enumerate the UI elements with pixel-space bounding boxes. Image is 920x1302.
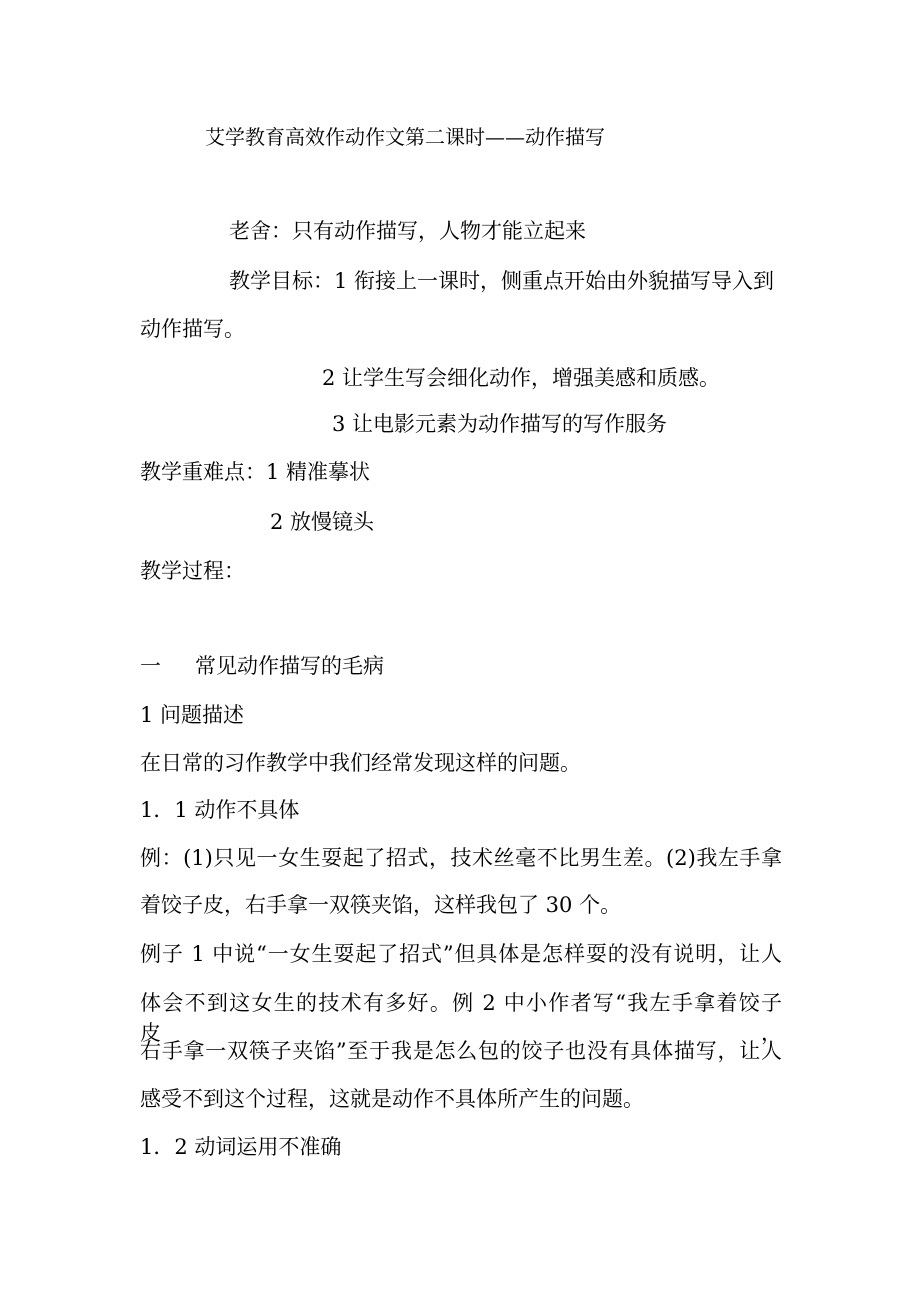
teaching-goal-1-continued: 动作描写。: [140, 317, 245, 341]
teaching-goal-1: 教学目标：1 衔接上一课时，侧重点开始由外貌描写导入到: [229, 269, 775, 293]
key-point-1: 教学重难点：1 精准摹状: [140, 460, 371, 484]
key-point-2: 2 放慢镜头: [270, 510, 375, 534]
section-number: 一: [140, 654, 161, 678]
analysis-line-4: 感受不到这个过程，这就是动作不具体所产生的问题。: [140, 1087, 644, 1111]
intro-paragraph: 在日常的习作教学中我们经常发现这样的问题。: [140, 751, 581, 775]
section-title: 常见动作描写的毛病: [195, 654, 384, 678]
section-heading: [140, 651, 384, 681]
document-title: 艾学教育高效作动作文第二课时——动作描写: [205, 125, 605, 149]
subheading-1-2: 1．2 动词运用不准确: [140, 1135, 342, 1159]
teaching-goal-2: 2 让学生写会细化动作，增强美感和质感。: [322, 366, 721, 390]
analysis-line-2: 体会不到这女生的技术有多好。例 2 中小作者写“我左手拿着饺子皮，: [140, 991, 782, 1045]
problem-heading: 1 问题描述: [140, 703, 245, 727]
example-line-2: 着饺子皮，右手拿一双筷夹馅，这样我包了 30 个。: [140, 893, 622, 917]
teaching-goal-3: 3 让电影元素为动作描写的写作服务: [332, 412, 668, 436]
quote-line: 老舍：只有动作描写，人物才能立起来: [229, 219, 586, 243]
example-line-1: 例：(1)只见一女生耍起了招式，技术丝毫不比男生差。(2)我左手拿: [140, 846, 782, 870]
analysis-line-1: 例子 1 中说“一女生耍起了招式”但具体是怎样耍的没有说明，让人: [140, 942, 782, 966]
analysis-line-3: 右手拿一双筷子夹馅”至于我是怎么包的饺子也没有具体描写，让人: [140, 1039, 782, 1063]
process-label: 教学过程：: [140, 559, 245, 583]
subheading-1-1: 1．1 动作不具体: [140, 798, 300, 822]
